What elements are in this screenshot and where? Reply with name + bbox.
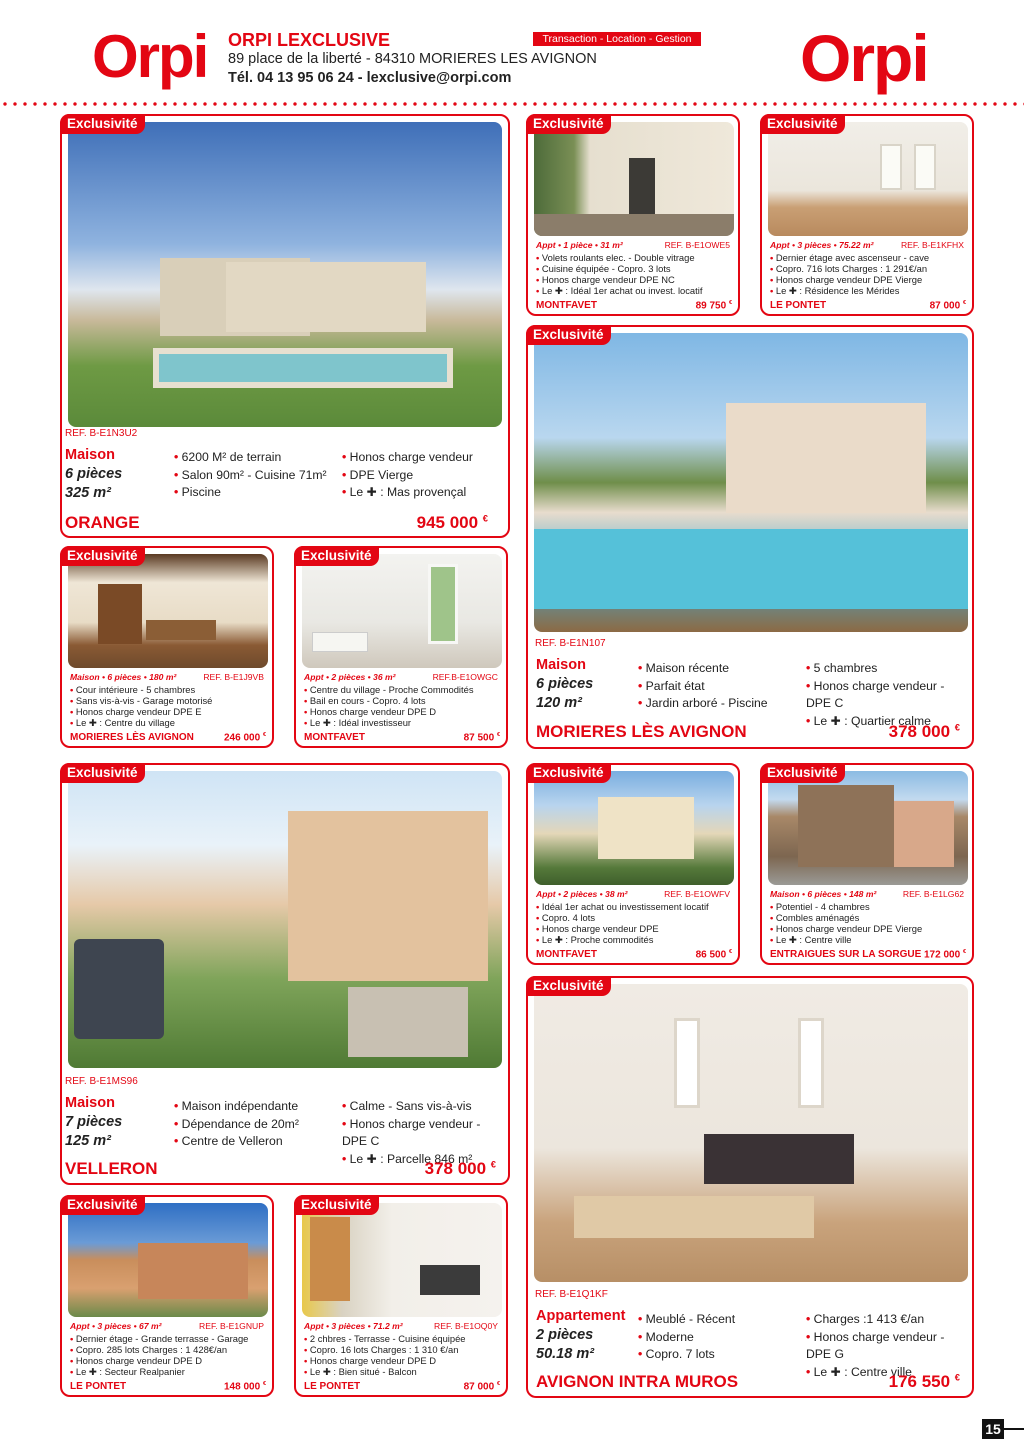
listing-card-morieres-village[interactable]: [60, 546, 274, 748]
feature-item: • Maison indépendante: [174, 1098, 299, 1116]
property-photo: [534, 771, 734, 885]
feature-item: • Dernier étage avec ascenseur - cave: [770, 252, 929, 263]
listing-ref: REF. B-E1Q1KF: [535, 1289, 608, 1300]
feature-list-right: [806, 660, 972, 730]
feature-item: • Dernier étage - Grande terrasse - Garage: [70, 1333, 248, 1344]
feature-item: • Le ✚ : Centre du village: [70, 717, 212, 728]
listing-summary: Maison • 6 pièces • 148 m²: [770, 889, 877, 899]
feature-item: • Honos charge vendeur DPE D: [70, 1355, 248, 1366]
listing-rooms: 6 pièces: [65, 466, 123, 482]
listing-city: MONTFAVET: [304, 732, 365, 743]
feature-item: • Le ✚ : Parcelle 846 m²: [342, 1151, 508, 1169]
feature-list: [770, 901, 922, 945]
feature-item: • Copro. 285 lots Charges : 1 428€/an: [70, 1344, 248, 1355]
feature-item: • 2 chbres - Terrasse - Cuisine équipée: [304, 1333, 466, 1344]
listing-city: MORIERES LÈS AVIGNON: [70, 732, 194, 743]
listing-ref: REF. B-E1J9VB: [203, 672, 264, 682]
feature-item: • Honos charge vendeur DPE Vierge: [770, 923, 922, 934]
feature-item: • Calme - Sans vis-à-vis: [342, 1098, 508, 1116]
exclusivite-badge: Exclusivité: [60, 763, 145, 783]
feature-item: • 6200 M² de terrain: [174, 449, 327, 467]
property-photo: [534, 122, 734, 236]
listing-rooms: 7 pièces: [65, 1114, 123, 1130]
feature-item: • Copro. 716 lots Charges : 1 291€/an: [770, 263, 929, 274]
feature-item: • Honos charge vendeur DPE D: [304, 706, 474, 717]
feature-item: • Parfait état: [638, 678, 768, 696]
feature-list-right: [806, 1311, 972, 1381]
listing-summary: Appt • 2 pièces • 36 m²: [304, 672, 396, 682]
feature-list: [304, 684, 474, 728]
feature-item: • Piscine: [174, 484, 327, 502]
listing-ref: REF. B-E1OWFV: [664, 889, 730, 899]
feature-item: • Meublé - Récent: [638, 1311, 735, 1329]
exclusivite-badge: Exclusivité: [526, 114, 611, 134]
listing-price: 148 000 €: [224, 1381, 266, 1393]
feature-list-left: [174, 449, 327, 502]
listing-price: 172 000 €: [924, 949, 966, 961]
listing-price: 87 500 €: [463, 732, 500, 744]
feature-item: • Honos charge vendeur - DPE C: [342, 1116, 508, 1151]
property-photo: [302, 1203, 502, 1317]
listing-price: 87 000 €: [929, 300, 966, 312]
listing-card-morieres-maison[interactable]: [526, 325, 974, 749]
exclusivite-badge: Exclusivité: [760, 114, 845, 134]
feature-item: • Idéal 1er achat ou investissement locatif: [536, 901, 709, 912]
listing-price: 87 000 €: [463, 1381, 500, 1393]
feature-item: • Le ✚ : Proche commodités: [536, 934, 709, 945]
feature-item: • Honos charge vendeur DPE D: [304, 1355, 466, 1366]
feature-item: • Honos charge vendeur DPE: [536, 923, 709, 934]
listing-type: Appartement: [536, 1308, 626, 1324]
feature-item: • Combles aménagés: [770, 912, 922, 923]
feature-item: • Charges :1 413 €/an: [806, 1311, 972, 1329]
feature-item: • DPE Vierge: [342, 467, 473, 485]
property-photo: [68, 554, 268, 668]
listing-card-le-pontet-2[interactable]: [60, 1195, 274, 1397]
listing-type: Maison: [536, 657, 586, 673]
listing-ref: REF. B-E1KFHX: [900, 240, 964, 250]
feature-item: • Copro. 7 lots: [638, 1346, 735, 1364]
property-photo: [68, 771, 502, 1068]
listing-city: MONTFAVET: [536, 949, 597, 960]
feature-item: • Volets roulants elec. - Double vitrage: [536, 252, 702, 263]
listing-city: ORANGE: [65, 513, 140, 532]
feature-item: • Centre du village - Proche Commodités: [304, 684, 474, 695]
feature-item: • Maison récente: [638, 660, 768, 678]
listing-card-avignon[interactable]: [526, 976, 974, 1398]
feature-item: • Le ✚ : Centre ville: [806, 1364, 972, 1382]
property-photo: [534, 984, 968, 1282]
listing-ref: REF. B-E1OQ0Y: [434, 1321, 498, 1331]
listing-ref: REF.B-E1OWGC: [432, 672, 498, 682]
feature-item: • Le ✚ : Centre ville: [770, 934, 922, 945]
feature-item: • Honos charge vendeur - DPE C: [806, 678, 972, 713]
listing-city: LE PONTET: [70, 1381, 127, 1392]
orpi-logo-right: Orpi: [800, 21, 928, 95]
feature-item: • Le ✚ : Idéal 1er achat ou invest. locatif: [536, 285, 702, 296]
listing-summary: Appt • 3 pièces • 67 m²: [70, 1321, 162, 1331]
dotted-divider: [0, 101, 1024, 107]
listing-card-montfavet-2[interactable]: [294, 546, 508, 748]
feature-list-left: [174, 1098, 299, 1151]
listing-card-le-pontet-1[interactable]: [760, 114, 974, 316]
exclusivite-badge: Exclusivité: [526, 763, 611, 783]
listing-city: LE PONTET: [770, 300, 827, 311]
listing-card-le-pontet-3[interactable]: [294, 1195, 508, 1397]
feature-item: • 5 chambres: [806, 660, 972, 678]
page-number: 15: [982, 1419, 1004, 1439]
feature-list: [536, 901, 709, 945]
feature-item: • Potentiel - 4 chambres: [770, 901, 922, 912]
listing-rooms: 6 pièces: [536, 676, 594, 692]
feature-item: • Honos charge vendeur DPE E: [70, 706, 212, 717]
property-photo: [68, 1203, 268, 1317]
feature-item: • Le ✚ : Mas provençal: [342, 484, 473, 502]
feature-item: • Sans vis-à-vis - Garage motorisé: [70, 695, 212, 706]
exclusivite-badge: Exclusivité: [760, 763, 845, 783]
exclusivite-badge: Exclusivité: [294, 546, 379, 566]
listing-ref: REF. B-E1N3U2: [65, 428, 138, 439]
feature-list: [70, 684, 212, 728]
feature-item: • Copro. 4 lots: [536, 912, 709, 923]
exclusivite-badge: Exclusivité: [60, 1195, 145, 1215]
feature-list: [770, 252, 929, 296]
listing-price: 89 750 €: [695, 300, 732, 312]
feature-item: • Cuisine équipée - Copro. 3 lots: [536, 263, 702, 274]
listing-city: VELLERON: [65, 1159, 158, 1178]
feature-item: • Le ✚ : Idéal investisseur: [304, 717, 474, 728]
listing-city: LE PONTET: [304, 1381, 361, 1392]
feature-item: • Centre de Velleron: [174, 1133, 299, 1151]
listing-card-entraigues[interactable]: [760, 763, 974, 965]
property-photo: [68, 122, 502, 427]
feature-list-left: [638, 660, 768, 713]
listing-ref: REF. B-E1N107: [535, 638, 606, 649]
feature-list-right: [342, 1098, 508, 1168]
feature-item: • Honos charge vendeur: [342, 449, 473, 467]
listing-type: Maison: [65, 447, 115, 463]
exclusivite-badge: Exclusivité: [526, 976, 611, 996]
listing-city: AVIGNON INTRA MUROS: [536, 1372, 739, 1391]
property-photo: [302, 554, 502, 668]
listing-area: 325 m²: [65, 485, 111, 501]
feature-item: • Honos charge vendeur DPE NC: [536, 274, 702, 285]
feature-item: • Le ✚ : Résidence les Mérides: [770, 285, 929, 296]
feature-item: • Dépendance de 20m²: [174, 1116, 299, 1134]
feature-item: • Honos charge vendeur DPE Vierge: [770, 274, 929, 285]
exclusivite-badge: Exclusivité: [60, 114, 145, 134]
listing-price: 945 000 €: [416, 513, 488, 532]
listing-area: 50.18 m²: [536, 1346, 595, 1362]
listing-price: 86 500 €: [695, 949, 732, 961]
feature-item: • Cour intérieure - 5 chambres: [70, 684, 212, 695]
listing-summary: Appt • 3 pièces • 71.2 m²: [304, 1321, 403, 1331]
feature-item: • Salon 90m² - Cuisine 71m²: [174, 467, 327, 485]
listing-area: 125 m²: [65, 1133, 111, 1149]
feature-item: • Moderne: [638, 1329, 735, 1347]
exclusivite-badge: Exclusivité: [526, 325, 611, 345]
listing-ref: REF. B-E1LG62: [902, 889, 964, 899]
agency-address: 89 place de la liberté - 84310 MORIERES LES AVIGNON: [228, 51, 597, 67]
listing-price: 176 550 €: [888, 1372, 960, 1391]
listing-price: 378 000 €: [888, 722, 960, 741]
listing-price: 246 000 €: [224, 732, 266, 744]
property-photo: [768, 122, 968, 236]
listing-city: MORIERES LÈS AVIGNON: [536, 722, 747, 741]
listing-card-montfavet-1[interactable]: [526, 114, 740, 316]
listing-type: Maison: [65, 1095, 115, 1111]
listing-summary: Maison • 6 pièces • 180 m²: [70, 672, 177, 682]
listing-card-montfavet-3[interactable]: [526, 763, 740, 965]
feature-item: • Honos charge vendeur - DPE G: [806, 1329, 972, 1364]
agency-contact: Tél. 04 13 95 06 24 - lexclusive@orpi.com: [228, 70, 512, 86]
feature-list: [536, 252, 702, 296]
listing-card-velleron[interactable]: [60, 763, 510, 1185]
feature-list-right: [342, 449, 473, 502]
listing-area: 120 m²: [536, 695, 582, 711]
property-photo: [768, 771, 968, 885]
listing-ref: REF. B-E1GNUP: [199, 1321, 264, 1331]
agency-tagline: Transaction - Location - Gestion: [533, 32, 701, 46]
listing-summary: Appt • 2 pièces • 38 m²: [536, 889, 628, 899]
listing-rooms: 2 pièces: [536, 1327, 594, 1343]
listing-summary: Appt • 1 pièce • 31 m²: [536, 240, 623, 250]
listing-ref: REF. B-E1OWE5: [664, 240, 730, 250]
feature-item: • Copro. 16 lots Charges : 1 310 €/an: [304, 1344, 466, 1355]
feature-list: [70, 1333, 248, 1377]
listing-card-orange[interactable]: [60, 114, 510, 538]
feature-item: • Bail en cours - Copro. 4 lots: [304, 695, 474, 706]
feature-item: • Le ✚ : Quartier calme: [806, 713, 972, 731]
listing-price: 378 000 €: [424, 1159, 496, 1178]
exclusivite-badge: Exclusivité: [294, 1195, 379, 1215]
exclusivite-badge: Exclusivité: [60, 546, 145, 566]
orpi-logo-left: Orpi: [92, 23, 208, 90]
listing-ref: REF. B-E1MS96: [65, 1076, 138, 1087]
page-number-line: [1004, 1428, 1024, 1430]
property-photo: [534, 333, 968, 632]
feature-list-left: [638, 1311, 735, 1364]
feature-item: • Le ✚ : Bien situé - Balcon: [304, 1366, 466, 1377]
feature-item: • Le ✚ : Secteur Realpanier: [70, 1366, 248, 1377]
listing-summary: Appt • 3 pièces • 75.22 m²: [770, 240, 874, 250]
listing-city: MONTFAVET: [536, 300, 597, 311]
feature-list: [304, 1333, 466, 1377]
feature-item: • Jardin arboré - Piscine: [638, 695, 768, 713]
listing-city: ENTRAIGUES SUR LA SORGUE: [770, 949, 922, 960]
agency-name: ORPI LEXCLUSIVE: [228, 30, 391, 50]
